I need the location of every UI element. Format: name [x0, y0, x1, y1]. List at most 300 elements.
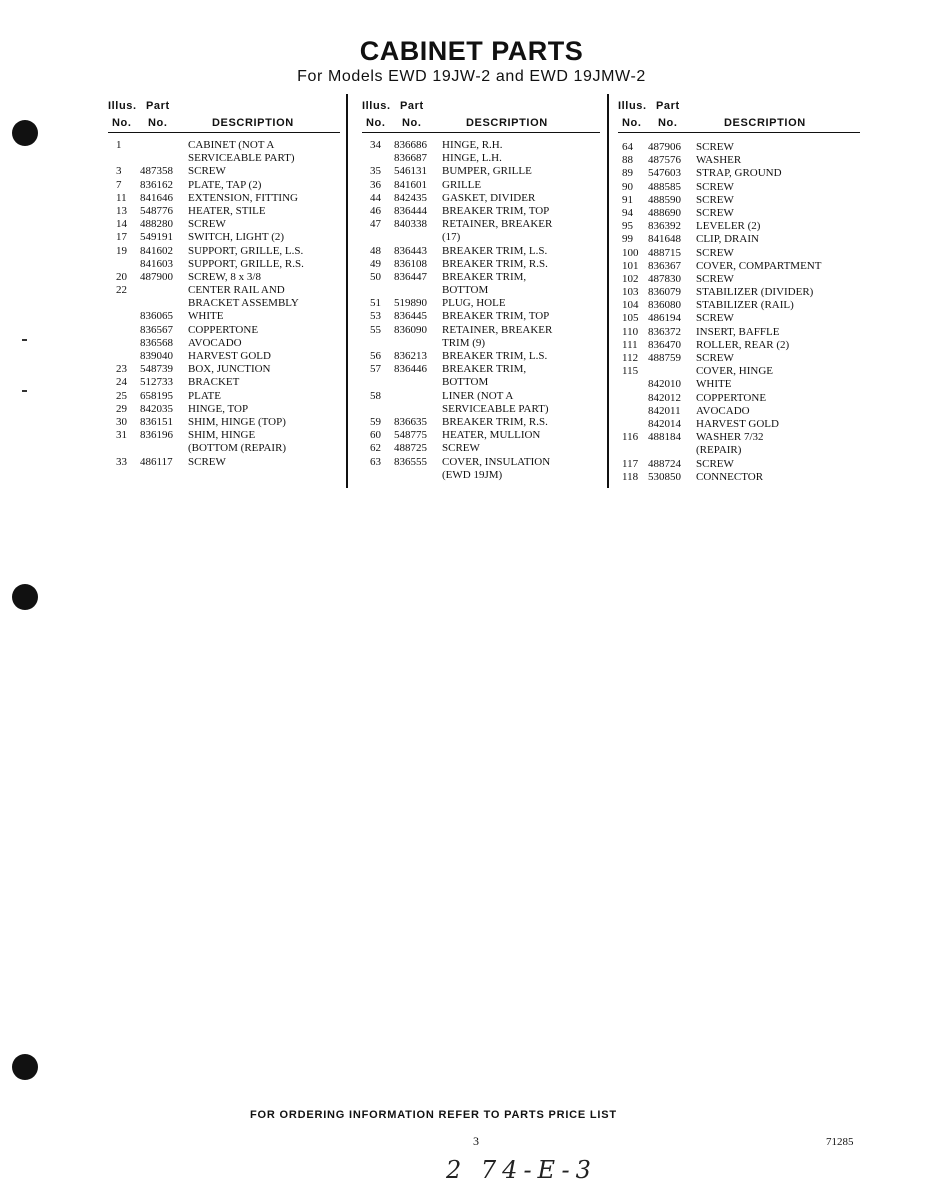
- part-number: 836445: [394, 310, 427, 323]
- binder-hole: [12, 1054, 38, 1080]
- part-number: 548776: [140, 204, 173, 217]
- header-description: DESCRIPTION: [724, 117, 806, 129]
- part-description: BREAKER TRIM,: [442, 270, 527, 283]
- part-description: SCREW: [696, 352, 734, 364]
- table-row: [362, 284, 600, 297]
- table-row: [618, 339, 860, 352]
- part-description: SHIM, HINGE (TOP): [188, 415, 286, 428]
- illus-number: 51: [370, 297, 381, 310]
- illus-number: 89: [622, 167, 633, 180]
- illus-number: 102: [622, 272, 639, 285]
- table-row: [618, 273, 860, 286]
- part-number: 488184: [648, 431, 681, 444]
- part-number: 488690: [648, 206, 681, 219]
- illus-number: 57: [370, 363, 381, 376]
- part-number: 519890: [394, 297, 427, 310]
- part-description: SHIM, HINGE: [188, 429, 256, 442]
- header-illus: Illus.: [362, 100, 391, 112]
- part-number: 842035: [140, 402, 173, 415]
- part-description: HARVEST GOLD: [696, 417, 779, 430]
- part-number: 548775: [394, 429, 427, 442]
- binder-hole: [12, 120, 38, 146]
- part-description: HEATER, MULLION: [442, 429, 541, 442]
- table-row: [362, 139, 600, 152]
- table-row: [362, 258, 600, 271]
- table-row: [618, 405, 860, 418]
- header-part: Part: [656, 100, 680, 112]
- illus-number: 90: [622, 180, 633, 193]
- part-number: 836392: [648, 220, 681, 233]
- part-description: BREAKER TRIM, L.S.: [442, 350, 548, 362]
- table-row: [618, 471, 860, 484]
- part-number: 549191: [140, 231, 173, 244]
- part-number: 486117: [140, 455, 173, 468]
- table-row: [618, 286, 860, 299]
- part-number: 836568: [140, 336, 173, 349]
- part-number: 842010: [648, 378, 681, 391]
- table-row: [618, 444, 860, 457]
- table-row: [618, 392, 860, 405]
- part-description: BREAKER TRIM,: [442, 363, 527, 376]
- page-number: 3: [473, 1134, 479, 1148]
- part-description: (EWD 19JM): [442, 468, 503, 481]
- parts-list: [108, 139, 340, 469]
- part-description: PLATE: [188, 389, 221, 402]
- part-description: SCREW: [696, 193, 734, 206]
- part-number: 836470: [648, 338, 681, 351]
- models-subtitle: For Models EWD 19JW-2 and EWD 19JMW-2: [297, 68, 646, 85]
- table-row: [108, 297, 340, 310]
- part-number: 836444: [394, 204, 427, 217]
- part-description: SERVICEABLE PART): [188, 152, 295, 165]
- part-number: 836079: [648, 286, 681, 299]
- header-description: DESCRIPTION: [466, 117, 548, 129]
- illus-number: 91: [622, 193, 633, 206]
- part-number: 836687: [394, 152, 427, 165]
- column-divider: [346, 94, 348, 488]
- binder-hole: [12, 584, 38, 610]
- illus-number: 33: [116, 455, 127, 468]
- table-row: [618, 418, 860, 431]
- illus-number: 24: [116, 376, 127, 389]
- table-row: [362, 310, 600, 323]
- table-row: [362, 245, 600, 258]
- part-description: ROLLER, REAR (2): [696, 338, 790, 351]
- part-description: STABILIZER (RAIL): [696, 299, 794, 312]
- table-row: [362, 192, 600, 205]
- part-number: 487576: [648, 154, 681, 167]
- table-row: [108, 429, 340, 442]
- table-row: [362, 350, 600, 363]
- table-row: [362, 205, 600, 218]
- part-number: 546131: [394, 165, 427, 178]
- part-number: 488715: [648, 246, 681, 259]
- part-number: 840338: [394, 218, 427, 231]
- table-row: [362, 429, 600, 442]
- table-row: [108, 442, 340, 455]
- part-number: 842012: [648, 391, 681, 404]
- header-part: Part: [400, 100, 424, 112]
- part-number: 836108: [394, 257, 427, 270]
- illus-number: 103: [622, 286, 639, 299]
- header-illus: Illus.: [108, 100, 137, 112]
- header-illus-no: No.: [622, 117, 642, 129]
- table-row: [618, 312, 860, 325]
- part-description: WASHER: [696, 154, 742, 167]
- table-row: [108, 218, 340, 231]
- part-description: SCREW: [188, 218, 226, 231]
- part-description: AVOCADO: [188, 336, 242, 349]
- part-description: BOX, JUNCTION: [188, 363, 271, 376]
- part-description: BUMPER, GRILLE: [442, 165, 532, 178]
- part-description: BREAKER TRIM, TOP: [442, 204, 550, 217]
- table-row: [108, 403, 340, 416]
- table-row: [618, 154, 860, 167]
- illus-number: 17: [116, 231, 127, 244]
- illus-number: 56: [370, 350, 381, 362]
- part-description: WHITE: [696, 378, 732, 391]
- table-row: [362, 469, 600, 482]
- table-row: [362, 179, 600, 192]
- part-description: COVER, INSULATION: [442, 455, 551, 468]
- illus-number: 94: [622, 206, 633, 219]
- parts-list: [362, 139, 600, 482]
- part-description: LINER (NOT A: [442, 389, 514, 402]
- illus-number: 7: [116, 178, 122, 191]
- table-row: [618, 220, 860, 233]
- table-row: [362, 416, 600, 429]
- illus-number: 112: [622, 352, 639, 364]
- illus-number: 95: [622, 220, 633, 233]
- part-description: SCREW: [696, 246, 734, 259]
- part-description: HARVEST GOLD: [188, 350, 271, 362]
- part-number: 841601: [394, 178, 427, 191]
- margin-mark: [22, 339, 27, 341]
- table-row: [108, 337, 340, 350]
- table-row: [108, 231, 340, 244]
- part-description: LEVELER (2): [696, 220, 761, 233]
- part-number: 836372: [648, 325, 681, 338]
- part-description: TRIM (9): [442, 336, 486, 349]
- parts-column-2: [362, 96, 600, 482]
- table-row: [362, 376, 600, 389]
- part-number: 836635: [394, 415, 427, 428]
- part-number: 836080: [648, 299, 681, 312]
- table-row: [362, 363, 600, 376]
- illus-number: 88: [622, 154, 633, 167]
- part-description: STRAP, GROUND: [696, 167, 782, 180]
- table-row: [108, 139, 340, 152]
- part-description: CABINET (NOT A: [188, 139, 275, 151]
- part-number: 548739: [140, 363, 173, 376]
- part-description: SCREW: [696, 180, 734, 193]
- table-row: [108, 205, 340, 218]
- illus-number: 48: [370, 244, 381, 257]
- part-description: BRACKET: [188, 376, 240, 389]
- part-number: 488725: [394, 442, 427, 455]
- table-row: [108, 192, 340, 205]
- part-number: 836151: [140, 415, 173, 428]
- illus-number: 30: [116, 415, 127, 428]
- header-part-no: No.: [148, 117, 168, 129]
- table-row: [362, 218, 600, 231]
- header-description: DESCRIPTION: [212, 117, 294, 129]
- part-description: WHITE: [188, 310, 224, 323]
- parts-list: [618, 141, 860, 484]
- part-number: 836367: [648, 259, 681, 272]
- table-row: [108, 310, 340, 323]
- illus-number: 117: [622, 457, 639, 470]
- part-description: BOTTOM: [442, 284, 489, 297]
- table-row: [108, 324, 340, 337]
- table-row: [618, 326, 860, 339]
- table-row: [108, 456, 340, 469]
- illus-number: 101: [622, 259, 639, 272]
- table-row: [618, 299, 860, 312]
- part-number: 488585: [648, 180, 681, 193]
- illus-number: 53: [370, 310, 381, 323]
- part-description: GASKET, DIVIDER: [442, 191, 536, 204]
- part-description: SUPPORT, GRILLE, R.S.: [188, 257, 304, 270]
- part-description: CONNECTOR: [696, 470, 764, 483]
- illus-number: 115: [622, 365, 639, 378]
- part-number: 841648: [648, 233, 681, 246]
- table-row: [618, 352, 860, 365]
- part-description: SWITCH, LIGHT (2): [188, 231, 285, 244]
- part-number: 836162: [140, 178, 173, 191]
- part-number: 836090: [394, 323, 427, 336]
- part-description: BRACKET ASSEMBLY: [188, 297, 299, 310]
- part-description: STABILIZER (DIVIDER): [696, 286, 814, 299]
- part-description: COVER, COMPARTMENT: [696, 259, 822, 272]
- part-description: HINGE, TOP: [188, 402, 249, 415]
- part-description: SERVICEABLE PART): [442, 402, 549, 415]
- illus-number: 110: [622, 325, 639, 338]
- table-row: [618, 378, 860, 391]
- part-number: 836443: [394, 244, 427, 257]
- part-description: BREAKER TRIM, R.S.: [442, 257, 548, 270]
- part-description: SUPPORT, GRILLE, L.S.: [188, 244, 304, 257]
- part-description: AVOCADO: [696, 404, 750, 417]
- parts-column-3: [618, 96, 860, 484]
- illus-number: 60: [370, 429, 381, 442]
- part-description: BREAKER TRIM, R.S.: [442, 415, 548, 428]
- header-part: Part: [146, 100, 170, 112]
- part-number: 842435: [394, 191, 427, 204]
- illus-number: 23: [116, 363, 127, 376]
- part-number: 836213: [394, 350, 427, 362]
- column-header: [362, 96, 600, 133]
- part-description: HINGE, R.H.: [442, 139, 503, 151]
- part-description: (17): [442, 231, 461, 244]
- part-description: INSERT, BAFFLE: [696, 325, 780, 338]
- illus-number: 19: [116, 244, 127, 257]
- illus-number: 105: [622, 312, 639, 325]
- column-header: [108, 96, 340, 133]
- table-row: [362, 337, 600, 350]
- illus-number: 64: [622, 141, 633, 153]
- part-number: 839040: [140, 350, 173, 362]
- table-row: [618, 167, 860, 180]
- illus-number: 25: [116, 389, 127, 402]
- illus-number: 55: [370, 323, 381, 336]
- table-row: [362, 271, 600, 284]
- table-row: [618, 194, 860, 207]
- part-description: WASHER 7/32: [696, 431, 764, 444]
- part-number: 488759: [648, 352, 681, 364]
- table-row: [618, 431, 860, 444]
- table-row: [108, 416, 340, 429]
- part-description: BOTTOM: [442, 376, 489, 389]
- table-row: [108, 350, 340, 363]
- part-description: PLUG, HOLE: [442, 297, 506, 310]
- table-row: [362, 165, 600, 178]
- part-number: 547603: [648, 167, 681, 180]
- table-row: [108, 284, 340, 297]
- part-description: SCREW: [696, 141, 734, 153]
- part-description: SCREW, 8 x 3/8: [188, 270, 261, 283]
- header-part-no: No.: [658, 117, 678, 129]
- part-description: RETAINER, BREAKER: [442, 323, 553, 336]
- part-number: 836196: [140, 429, 173, 442]
- part-number: 487830: [648, 272, 681, 285]
- illus-number: 46: [370, 204, 381, 217]
- illus-number: 3: [116, 165, 122, 178]
- illus-number: 50: [370, 270, 381, 283]
- table-row: [618, 141, 860, 154]
- column-divider: [607, 94, 609, 488]
- illus-number: 62: [370, 442, 381, 455]
- page-title: CABINET PARTS: [359, 36, 584, 66]
- part-description: (BOTTOM (REPAIR): [188, 442, 287, 455]
- document-code: 71285: [826, 1136, 854, 1148]
- table-row: [618, 233, 860, 246]
- part-description: CENTER RAIL AND: [188, 284, 285, 297]
- illus-number: 104: [622, 299, 639, 312]
- illus-number: 11: [116, 191, 127, 204]
- table-row: [618, 207, 860, 220]
- part-description: GRILLE: [442, 178, 482, 191]
- part-description: COPPERTONE: [188, 323, 259, 336]
- table-row: [108, 152, 340, 165]
- illus-number: 47: [370, 218, 381, 231]
- part-number: 836555: [394, 455, 427, 468]
- table-row: [618, 260, 860, 273]
- table-row: [108, 258, 340, 271]
- part-description: BREAKER TRIM, TOP: [442, 310, 550, 323]
- table-row: [618, 247, 860, 260]
- part-number: 487900: [140, 270, 173, 283]
- part-number: 836686: [394, 139, 427, 151]
- illus-number: 63: [370, 455, 381, 468]
- illus-number: 44: [370, 191, 381, 204]
- header-part-no: No.: [402, 117, 422, 129]
- illus-number: 29: [116, 402, 127, 415]
- handwritten-note: 2 74-E-3: [446, 1156, 597, 1184]
- part-number: 836447: [394, 270, 427, 283]
- part-description: HEATER, STILE: [188, 204, 266, 217]
- table-row: [108, 271, 340, 284]
- table-row: [108, 165, 340, 178]
- part-number: 836567: [140, 323, 173, 336]
- part-number: 488590: [648, 193, 681, 206]
- parts-column-1: [108, 96, 340, 469]
- ordering-note: FOR ORDERING INFORMATION REFER TO PARTS PRICE LIST: [250, 1109, 617, 1121]
- illus-number: 118: [622, 470, 639, 483]
- illus-number: 22: [116, 284, 127, 297]
- table-row: [362, 456, 600, 469]
- illus-number: 116: [622, 431, 639, 444]
- table-row: [362, 442, 600, 455]
- part-number: 836065: [140, 310, 173, 323]
- illus-number: 20: [116, 270, 127, 283]
- illus-number: 49: [370, 257, 381, 270]
- illus-number: 31: [116, 429, 127, 442]
- table-row: [108, 363, 340, 376]
- part-number: 486194: [648, 312, 681, 325]
- part-description: SCREW: [696, 206, 734, 219]
- part-number: 836446: [394, 363, 427, 376]
- illus-number: 59: [370, 415, 381, 428]
- part-description: COVER, HINGE: [696, 365, 773, 378]
- part-description: HINGE, L.H.: [442, 152, 502, 165]
- illus-number: 36: [370, 178, 381, 191]
- part-number: 488724: [648, 457, 681, 470]
- table-row: [108, 179, 340, 192]
- header-illus-no: No.: [366, 117, 386, 129]
- part-number: 841603: [140, 257, 173, 270]
- illus-number: 14: [116, 218, 127, 231]
- part-description: PLATE, TAP (2): [188, 178, 262, 191]
- table-row: [362, 231, 600, 244]
- part-number: 842011: [648, 404, 681, 417]
- part-description: EXTENSION, FITTING: [188, 191, 298, 204]
- part-number: 487906: [648, 141, 681, 153]
- part-description: SCREW: [442, 442, 480, 455]
- illus-number: 1: [116, 139, 122, 151]
- illus-number: 35: [370, 165, 381, 178]
- part-description: SCREW: [696, 457, 734, 470]
- part-description: BREAKER TRIM, L.S.: [442, 244, 548, 257]
- illus-number: 13: [116, 204, 127, 217]
- header-illus-no: No.: [112, 117, 132, 129]
- table-row: [108, 245, 340, 258]
- part-number: 841646: [140, 191, 173, 204]
- part-description: COPPERTONE: [696, 391, 767, 404]
- part-number: 487358: [140, 165, 173, 178]
- part-description: SCREW: [188, 455, 226, 468]
- table-row: [108, 376, 340, 389]
- part-number: 488280: [140, 218, 173, 231]
- table-row: [108, 390, 340, 403]
- table-row: [618, 458, 860, 471]
- part-number: 512733: [140, 376, 173, 389]
- table-row: [362, 390, 600, 403]
- part-number: 841602: [140, 244, 173, 257]
- illus-number: 111: [622, 338, 638, 351]
- table-row: [362, 152, 600, 165]
- table-row: [618, 181, 860, 194]
- table-row: [618, 365, 860, 378]
- table-row: [362, 324, 600, 337]
- table-row: [362, 403, 600, 416]
- part-description: SCREW: [696, 312, 734, 325]
- part-description: RETAINER, BREAKER: [442, 218, 553, 231]
- part-description: SCREW: [188, 165, 226, 178]
- illus-number: 100: [622, 246, 639, 259]
- part-number: 658195: [140, 389, 173, 402]
- column-header: [618, 96, 860, 133]
